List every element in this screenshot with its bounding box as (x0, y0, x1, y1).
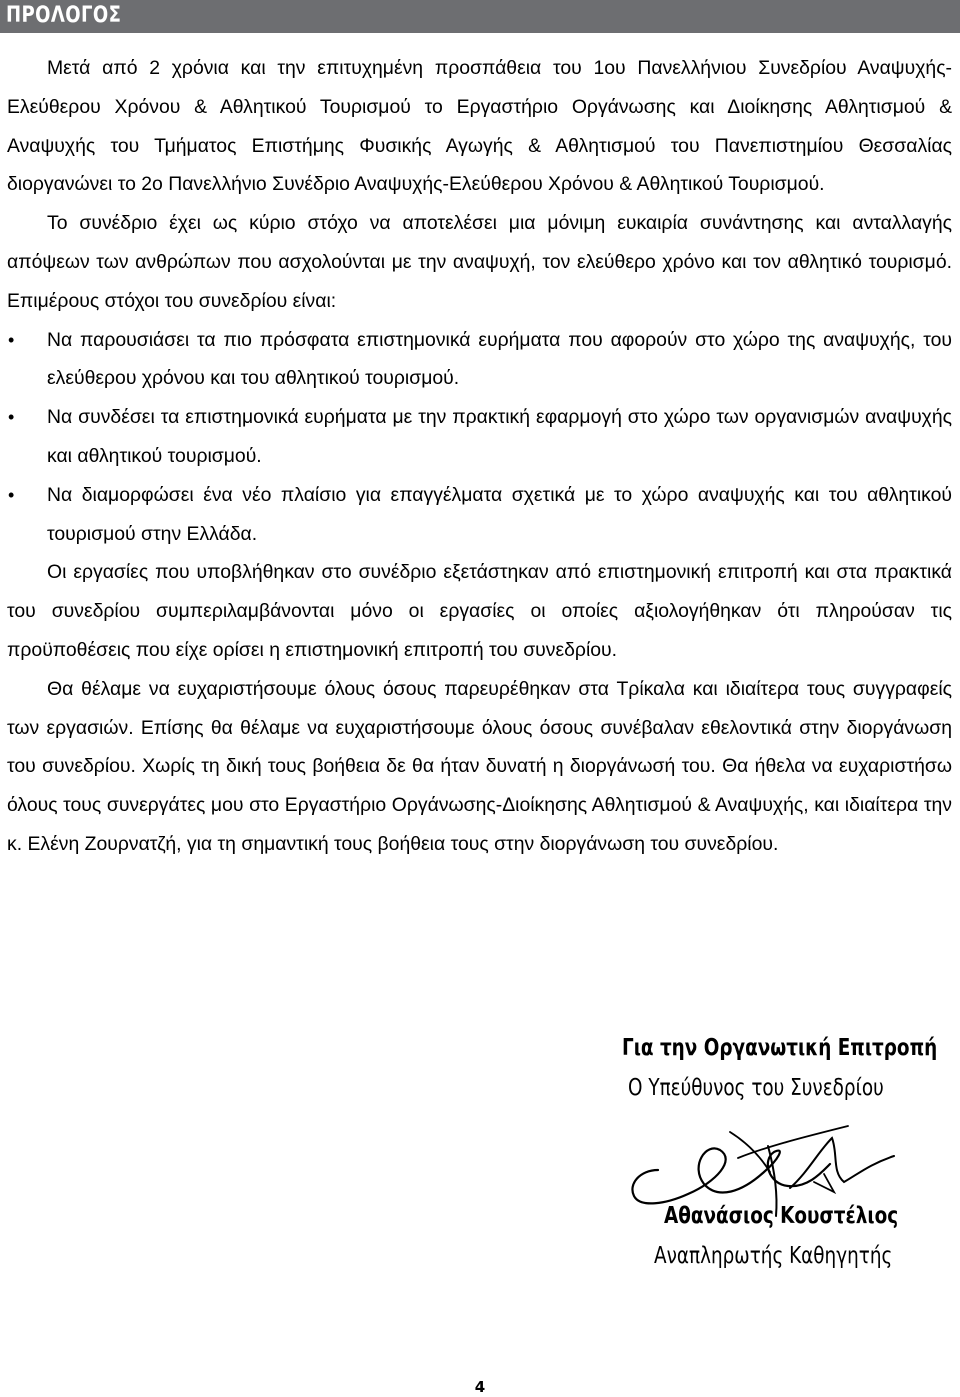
review-paragraph: Οι εργασίες που υποβλήθηκαν στο συνέδριο εξετάστηκαν από επιστημονική επιτροπή και στα πρακτικά του συνεδρίου συμπεριλαμβάνονται μόνο οι εργασίες οι οποίες αξιολογήθηκαν ότι πληρούσαν τις προϋποθέσεις που είχε ορίσει η επιστημονική επιτροπή του συνεδρίου. (7, 561, 952, 661)
intro-paragraph: Μετά από 2 χρόνια και την επιτυχημένη προσπάθεια του 1ου Πανελλήνιου Συνεδρίου Αναψυχής-Ελεύθερου Χρόνου & Αθλητικού Τουρισμού το Εργαστήριο Οργάνωσης και Διοίκησης Αθλητισμού & Αναψυχής του Τμήματος Επιστήμης Φυσικής Αγωγής & Αθλητισμού του Πανεπιστημίου Θεσσαλίας διοργανώνει το 2ο Πανελλήνιο Συνέδριο Αναψυχής-Ελεύθερου Χρόνου & Αθλητικού Τουρισμού. (7, 57, 952, 196)
section-header-bar (0, 0, 960, 33)
page-number: 4 (474, 1378, 486, 1396)
goals-list (7, 321, 952, 554)
handwritten-signature (618, 1112, 908, 1222)
goal-text: Να συνδέσει τα επιστημονικά ευρήματα με την πρακτική εφαρμογή στο χώρο των οργανισμών αναψυχής και αθλητικού τουρισμού. (47, 406, 952, 467)
signature-heading: Για την Οργανωτική Επιτροπή (622, 1035, 938, 1061)
signatory-name: Αθανάσιος Κουστέλιος (664, 1203, 899, 1229)
goals-paragraph: Το συνέδριο έχει ως κύριο στόχο να αποτελέσει μια μόνιμη ευκαιρία συνάντησης και ανταλλαγής απόψεων των ανθρώπων που ασχολούνται με την αναψυχή, τον ελεύθερο χρόνο και τον αθλητικό τουρισμό. Επιμέρους στόχοι του συνεδρίου είναι: (7, 212, 952, 312)
thanks-paragraph: Θα θέλαμε να ευχαριστήσουμε όλους όσους παρευρέθηκαν στα Τρίκαλα και ιδιαίτερα τους συγγραφείς των εργασιών. Επίσης θα θέλαμε να ευχαριστήσουμε όλους όσους συνέβαλαν εθελοντικά στην διοργάνωση του συνεδρίου. Χωρίς τη δική τους βοήθεια δε θα ήταν δυνατή η διοργάνωσή του. Θα ήθελα να ευχαριστήσω όλους τους συνεργάτες μου στο Εργαστήριο Οργάνωσης-Διοίκησης Αθλητισμού & Αναψυχής, και ιδιαίτερα την κ. Ελένη Ζουρνατζή, για τη σημαντική τους βοήθεια τους στην διοργάνωση του συνεδρίου. (7, 677, 952, 855)
goal-text: Να παρουσιάσει τα πιο πρόσφατα επιστημονικά ευρήματα που αφορούν στο χώρο της αναψυχής, του ελεύθερου χρόνου και του αθλητικού τουρισμού. (47, 328, 952, 390)
signatory-title: Αναπληρωτής Καθηγητής (654, 1243, 893, 1269)
preface-body (7, 49, 952, 864)
bullet-icon: • (8, 484, 15, 505)
signature-role: Ο Υπεύθυνος του Συνεδρίου (628, 1075, 884, 1101)
section-title: ΠΡΟΛΟΓΟΣ (6, 3, 122, 28)
goal-list-item (7, 321, 952, 399)
goal-text: Να διαμορφώσει ένα νέο πλαίσιο για επαγγέλματα σχετικά με το χώρο αναψυχής και του αθλητικού τουρισμού στην Ελλάδα. (47, 483, 952, 545)
goal-list-item (7, 398, 952, 476)
bullet-icon: • (8, 407, 15, 428)
goal-list-item (7, 476, 952, 554)
bullet-icon: • (8, 329, 15, 350)
